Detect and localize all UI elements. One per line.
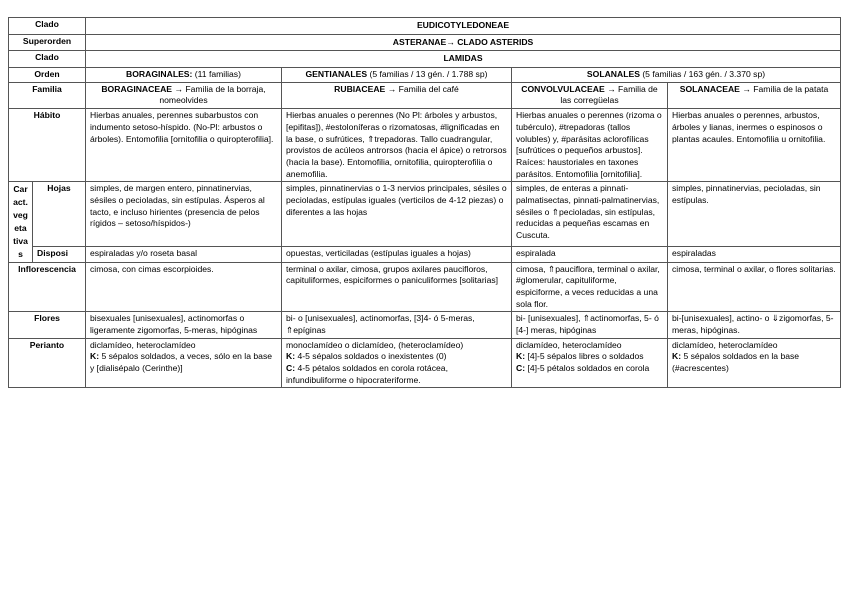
order-boraginales-detail: (11 familias) bbox=[194, 69, 241, 80]
habito-solanaceae: Hierbas anuales o perennes, arbustos, árboles y lianas, inermes o espinosos o plantas acaules. Entomofilia u ornitofilia. bbox=[668, 109, 841, 182]
familia-solanaceae-name: SOLANACEAE bbox=[679, 83, 740, 94]
order-solanales bbox=[512, 68, 841, 83]
familia-convolvulaceae bbox=[512, 82, 668, 108]
disposi-rubiaceae: opuestas, verticiladas (estípulas iguales a hojas) bbox=[282, 247, 512, 263]
row-flores bbox=[9, 312, 841, 338]
row-periantio bbox=[9, 338, 841, 388]
row-disposi bbox=[9, 247, 841, 263]
disposi-label: Disposi bbox=[33, 247, 86, 263]
familia-boraginaceae-name: BORAGINACEAE bbox=[101, 83, 173, 94]
caract-label-part: Car bbox=[13, 184, 28, 195]
row-superorden bbox=[9, 34, 841, 51]
calyx-k-label: K: bbox=[90, 351, 100, 362]
hojas-rubiaceae: simples, pinnatinervias o 1-3 nervios principales, sésiles o pecioladas, estípulas iguales (verticilos de 4-12 piezas) o diferentes a las hojas bbox=[282, 182, 512, 247]
habito-rubiaceae: Hierbas anuales o perennes (No Pl: árboles y arbustos, [epifitas]), #estoloníferas o rizomatosas, #lignificadas en la base, o sufrútices, ⇑trepadoras. Tallo cuadrangular, provistos de acúleos antrorsos (hacia el ápice) o retrorsos (hacia la base). Entomofilia, ornitofilia, quiropterofilia o anemofilia. bbox=[282, 109, 512, 182]
calyx-text: [4]-5 sépalos libres o soldados bbox=[527, 351, 644, 362]
flores-boraginaceae: bisexuales [unisexuales], actinomorfas o ligeramente zigomorfas, 5-meras, hipóginas bbox=[86, 312, 282, 338]
inflorescencia-rubiaceae: terminal o axilar, cimosa, grupos axilares paucifloros, capituliformes, espiciformes o paniculiformes [solitarias] bbox=[282, 262, 512, 312]
periantio-solanaceae bbox=[668, 338, 841, 388]
habito-boraginaceae: Hierbas anuales, perennes subarbustos con indumento setoso-híspido. (No-Pl: arbustos o árboles). Entomofilia [ornitofilia o quiropterofilia]. bbox=[86, 109, 282, 182]
inflorescencia-convolvulaceae: cimosa, ⇑pauciflora, terminal o axilar, #glomerular, capituliforme, espiciforme, a veces reducidas a una sola flor. bbox=[512, 262, 668, 312]
periantio-label: Perianto bbox=[9, 338, 86, 388]
familia-boraginaceae bbox=[86, 82, 282, 108]
corolla-c-label: C: bbox=[286, 363, 296, 374]
familia-solanaceae bbox=[668, 82, 841, 108]
periantio-rubiaceae-calyx bbox=[286, 351, 507, 363]
calyx-k-label: K: bbox=[286, 351, 296, 362]
row-habito bbox=[9, 109, 841, 182]
clado-value: EUDICOTYLEDONEAE bbox=[86, 18, 841, 35]
corolla-c-label: C: bbox=[516, 363, 526, 374]
hojas-boraginaceae: simples, de margen entero, pinnatinervias, sésiles o pecioladas, sin estípulas. Ásperos al tacto, e incluso hirientes (presencia de pelos rígidos – setoso/híspidos-) bbox=[86, 182, 282, 247]
row-clado2 bbox=[9, 51, 841, 68]
familia-rubiaceae bbox=[282, 82, 512, 108]
periantio-convolvulaceae bbox=[512, 338, 668, 388]
row-familia bbox=[9, 82, 841, 108]
superorden-value: ASTERANAE→ CLADO ASTERIDS bbox=[86, 34, 841, 51]
inflorescencia-solanaceae: cimosa, terminal o axilar, o flores solitarias. bbox=[668, 262, 841, 312]
periantio-convolvulaceae-corolla bbox=[516, 363, 663, 375]
clado-label: Clado bbox=[9, 18, 86, 35]
corolla-text: 4-5 pétalos soldados en corola rotácea, infundibuliforme o hipocrateriforme. bbox=[286, 363, 448, 385]
clado2-label: Clado bbox=[9, 51, 86, 68]
disposi-convolvulaceae: espiralada bbox=[512, 247, 668, 263]
calyx-text: 5 sépalos soldados, a veces, sólo en la base y [dialisépalo (Cerinthe)] bbox=[90, 351, 273, 374]
familia-convolvulaceae-name: CONVOLVULACEAE bbox=[521, 83, 605, 94]
superorden-label: Superorden bbox=[9, 34, 86, 51]
order-gentianales-detail: (5 familias / 13 gén. / 1.788 sp) bbox=[369, 69, 488, 80]
hojas-convolvulaceae: simples, de enteras a pinnati-palmatisectas, pinnati-palmatinervias, sésiles o ⇑pecioladas, sin estípulas, reducidas a pequeñas escamas en Cuscuta. bbox=[512, 182, 668, 247]
periantio-boraginaceae bbox=[86, 338, 282, 388]
row-inflorescencia bbox=[9, 262, 841, 312]
inflorescencia-label: Inflorescencia bbox=[9, 262, 86, 312]
familia-boraginaceae-desc: → Familia de la borraja, nomeolvides bbox=[159, 83, 266, 106]
clado2-value: LAMIDAS bbox=[86, 51, 841, 68]
caract-label-part: tiva bbox=[13, 235, 28, 246]
periantio-boraginaceae-type: diclamídeo, heteroclamídeo bbox=[90, 339, 196, 350]
disposi-solanaceae: espiraladas bbox=[668, 247, 841, 263]
caract-label-part: eta bbox=[14, 222, 27, 233]
flores-convolvulaceae: bi- [unisexuales], ⇑actinomorfas, 5- ó [4-] meras, hipóginas bbox=[512, 312, 668, 338]
familia-rubiaceae-desc: → Familia del café bbox=[387, 83, 459, 94]
periantio-boraginaceae-calyx bbox=[90, 351, 277, 374]
corolla-text: [4]-5 pétalos soldados en corola bbox=[527, 363, 650, 374]
periantio-convolvulaceae-type: diclamídeo, heteroclamídeo bbox=[516, 339, 622, 350]
habito-convolvulaceae: Hierbas anuales o perennes (rizoma o tubérculo), #trepadoras (tallos volubles) y, #parásitas aclorofílicas [sufrútices o pequeños arbustos]. Raíces: haustoriales en taxones parásitos. Entomofilia [ornitofilia]. bbox=[512, 109, 668, 182]
familia-label: Familia bbox=[9, 82, 86, 108]
calyx-k-label: K: bbox=[672, 351, 682, 362]
order-gentianales bbox=[282, 68, 512, 83]
row-hojas bbox=[9, 182, 841, 247]
periantio-solanaceae-calyx bbox=[672, 351, 836, 374]
calyx-k-label: K: bbox=[516, 351, 526, 362]
periantio-solanaceae-type: diclamídeo, heteroclamídeo bbox=[672, 339, 778, 350]
caract-vegetativas-label bbox=[9, 182, 33, 262]
familia-solanaceae-desc: → Familia de la patata bbox=[742, 83, 829, 94]
row-orden bbox=[9, 68, 841, 83]
order-solanales-detail: (5 familias / 163 gén. / 3.370 sp) bbox=[642, 69, 766, 80]
order-boraginales bbox=[86, 68, 282, 83]
periantio-rubiaceae-corolla bbox=[286, 363, 507, 386]
caract-label-part: veg bbox=[13, 210, 28, 221]
flores-label: Flores bbox=[9, 312, 86, 338]
periantio-rubiaceae bbox=[282, 338, 512, 388]
calyx-text: 4-5 sépalos soldados o inexistentes (0) bbox=[297, 351, 447, 362]
caract-label-part: act. bbox=[13, 197, 28, 208]
order-gentianales-name: GENTIANALES bbox=[305, 69, 368, 80]
familia-convolvulaceae-desc: → Familia de las corregüelas bbox=[560, 83, 658, 106]
flores-rubiaceae: bi- o [unisexuales], actinomorfas, [3]4- ó 5-meras, ⇑epíginas bbox=[282, 312, 512, 338]
familia-rubiaceae-name: RUBIACEAE bbox=[334, 83, 386, 94]
flores-solanaceae: bi-[unisexuales], actino- o ⇓zigomorfas, 5-meras, hipóginas. bbox=[668, 312, 841, 338]
hojas-label: Hojas bbox=[33, 182, 86, 247]
row-clado bbox=[9, 18, 841, 35]
order-boraginales-name: BORAGINALES: bbox=[126, 69, 193, 80]
disposi-boraginaceae: espiraladas y/o roseta basal bbox=[86, 247, 282, 263]
hojas-solanaceae: simples, pinnatinervias, pecioladas, sin estípulas. bbox=[668, 182, 841, 247]
periantio-rubiaceae-type: monoclamídeo o diclamídeo, (heteroclamídeo) bbox=[286, 339, 464, 350]
caract-label-part: s bbox=[18, 248, 23, 259]
inflorescencia-boraginaceae: cimosa, con cimas escorpioides. bbox=[86, 262, 282, 312]
habito-label: Hábito bbox=[9, 109, 86, 182]
orden-label: Orden bbox=[9, 68, 86, 83]
periantio-convolvulaceae-calyx bbox=[516, 351, 663, 363]
order-solanales-name: SOLANALES bbox=[586, 69, 640, 80]
taxonomy-table bbox=[8, 17, 841, 388]
calyx-text: 5 sépalos soldados en la base (#acrescentes) bbox=[672, 351, 800, 374]
